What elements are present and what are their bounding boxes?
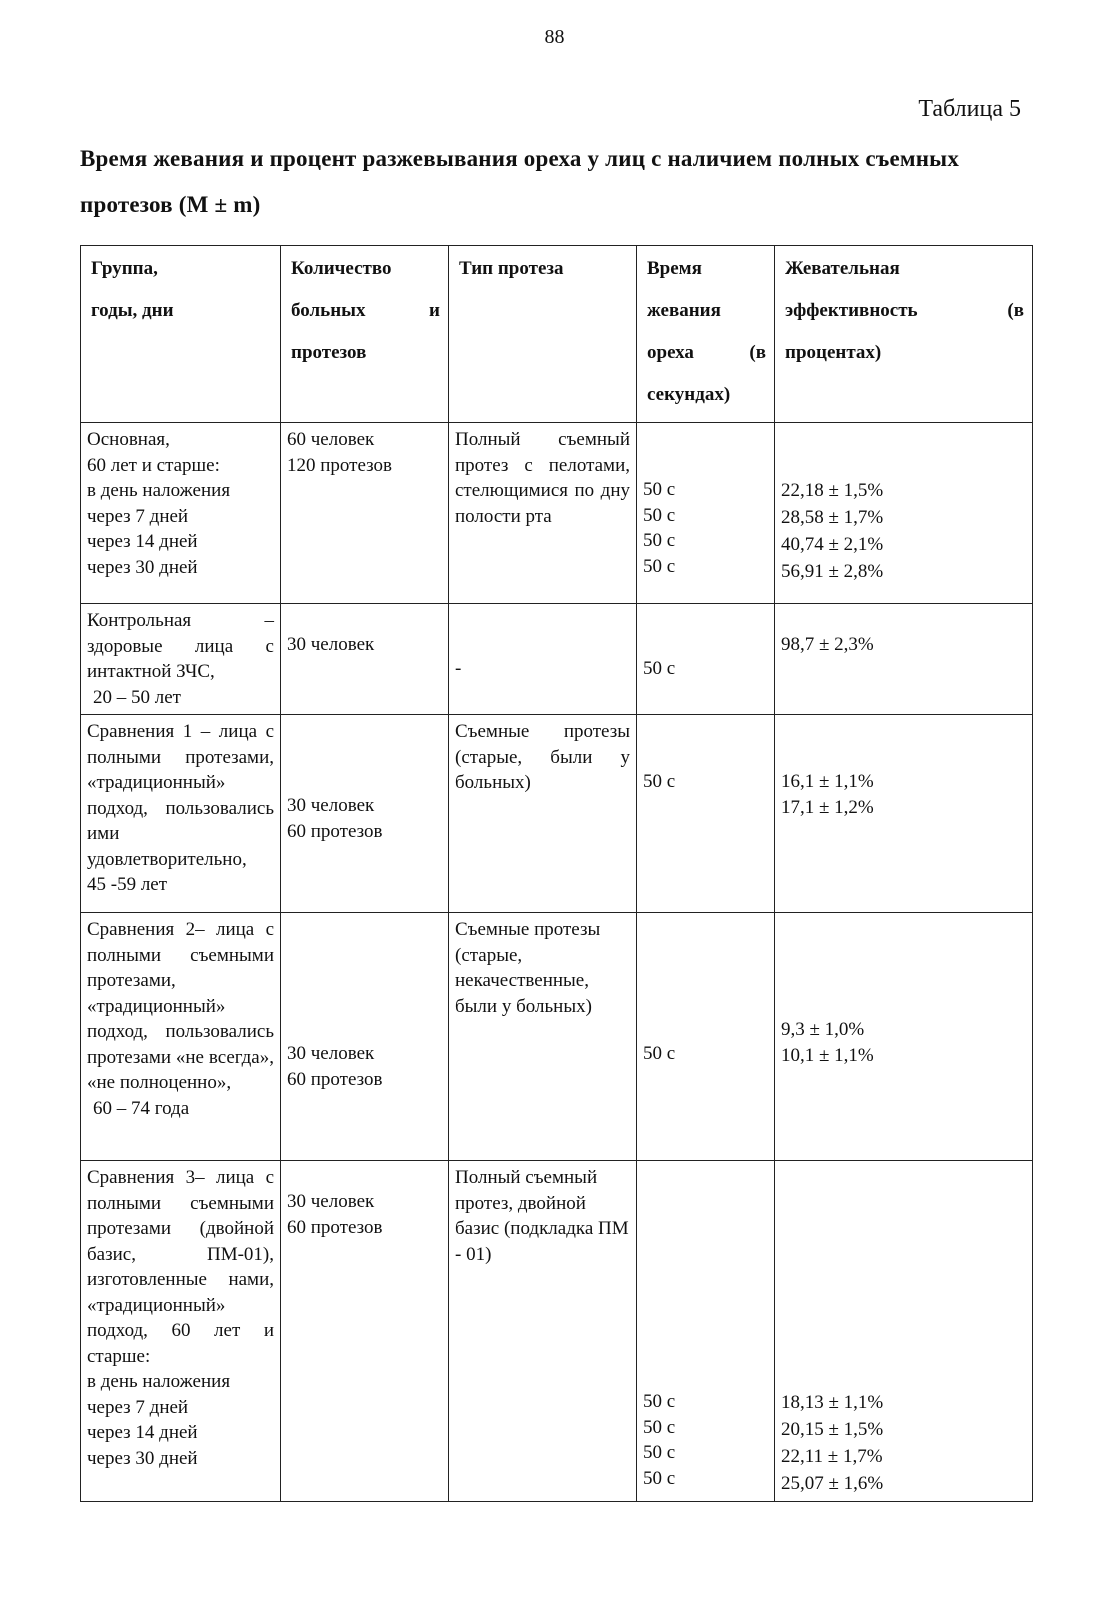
table-row bbox=[81, 715, 1033, 913]
table-row bbox=[81, 423, 1033, 604]
cell-time: 50 с bbox=[637, 604, 775, 715]
cell-time: 50 с bbox=[637, 715, 775, 913]
cell-type: Полный съемный протез, двойной базис (подкладка ПМ - 01) bbox=[449, 1161, 637, 1502]
cell-eff: 22,18 ± 1,5% 28,58 ± 1,7% 40,74 ± 2,1% 56,91 ± 2,8% bbox=[775, 423, 1033, 604]
cell-type: Съемные протезы (старые, некачественные, были у больных) bbox=[449, 913, 637, 1161]
cell-count: 30 человек 60 протезов bbox=[281, 715, 449, 913]
cell-time: 50 с 50 с 50 с 50 с bbox=[637, 1161, 775, 1502]
cell-count: 30 человек 60 протезов bbox=[281, 1161, 449, 1502]
cell-group: Контрольная – здоровые лица с интактной ЗЧС, 20 – 50 лет bbox=[81, 604, 281, 715]
table-row bbox=[81, 913, 1033, 1161]
table-title: Время жевания и процент разжевывания ореха у лиц с наличием полных съемных протезов (M ± m) bbox=[80, 146, 960, 217]
cell-eff: 9,3 ± 1,0% 10,1 ± 1,1% bbox=[775, 913, 1033, 1161]
cell-count: 60 человек 120 протезов bbox=[281, 423, 449, 604]
cell-type: Съемные протезы (старые, были у больных) bbox=[449, 715, 637, 913]
table-label: Таблица 5 bbox=[918, 96, 1021, 122]
table-row bbox=[81, 604, 1033, 715]
cell-eff: 18,13 ± 1,1% 20,15 ± 1,5% 22,11 ± 1,7% 25,07 ± 1,6% bbox=[775, 1161, 1033, 1502]
header-type: Тип протеза bbox=[449, 246, 637, 423]
results-table bbox=[80, 245, 1033, 1502]
cell-eff: 16,1 ± 1,1% 17,1 ± 1,2% bbox=[775, 715, 1033, 913]
cell-time: 50 с 50 с 50 с 50 с bbox=[637, 423, 775, 604]
cell-group: Сравнения 1 – лица с полными протезами, «традиционный» подход, пользовались ими удовлетворительно, 45 -59 лет bbox=[81, 715, 281, 913]
header-count: Количество больных и протезов bbox=[281, 246, 449, 423]
cell-type: - bbox=[449, 604, 637, 715]
cell-count: 30 человек bbox=[281, 604, 449, 715]
cell-group: Сравнения 2– лица с полными съемными протезами, «традиционный» подход, пользовались протезами «не всегда», «не полноценно», 60 – 74 года bbox=[81, 913, 281, 1161]
cell-group: Сравнения 3– лица с полными съемными протезами (двойной базис, ПМ-01), изготовленные нами, «традиционный» подход, 60 лет и старше: в день наложения через 7 дней через 14 дней через 30 дней bbox=[81, 1161, 281, 1502]
cell-count: 30 человек 60 протезов bbox=[281, 913, 449, 1161]
header-eff: Жевательная эффективность (в процентах) bbox=[775, 246, 1033, 423]
header-group: Группа, годы, дни bbox=[81, 246, 281, 423]
cell-type: Полный съемный протез с пелотами, стелющимися по дну полости рта bbox=[449, 423, 637, 604]
cell-group: Основная, 60 лет и старше: в день наложения через 7 дней через 14 дней через 30 дней bbox=[81, 423, 281, 604]
cell-time: 50 с bbox=[637, 913, 775, 1161]
header-row bbox=[81, 246, 1033, 423]
page-number: 88 bbox=[544, 26, 565, 48]
header-time: Время жевания ореха (в секундах) bbox=[637, 246, 775, 423]
table-row bbox=[81, 1161, 1033, 1502]
cell-eff: 98,7 ± 2,3% bbox=[775, 604, 1033, 715]
